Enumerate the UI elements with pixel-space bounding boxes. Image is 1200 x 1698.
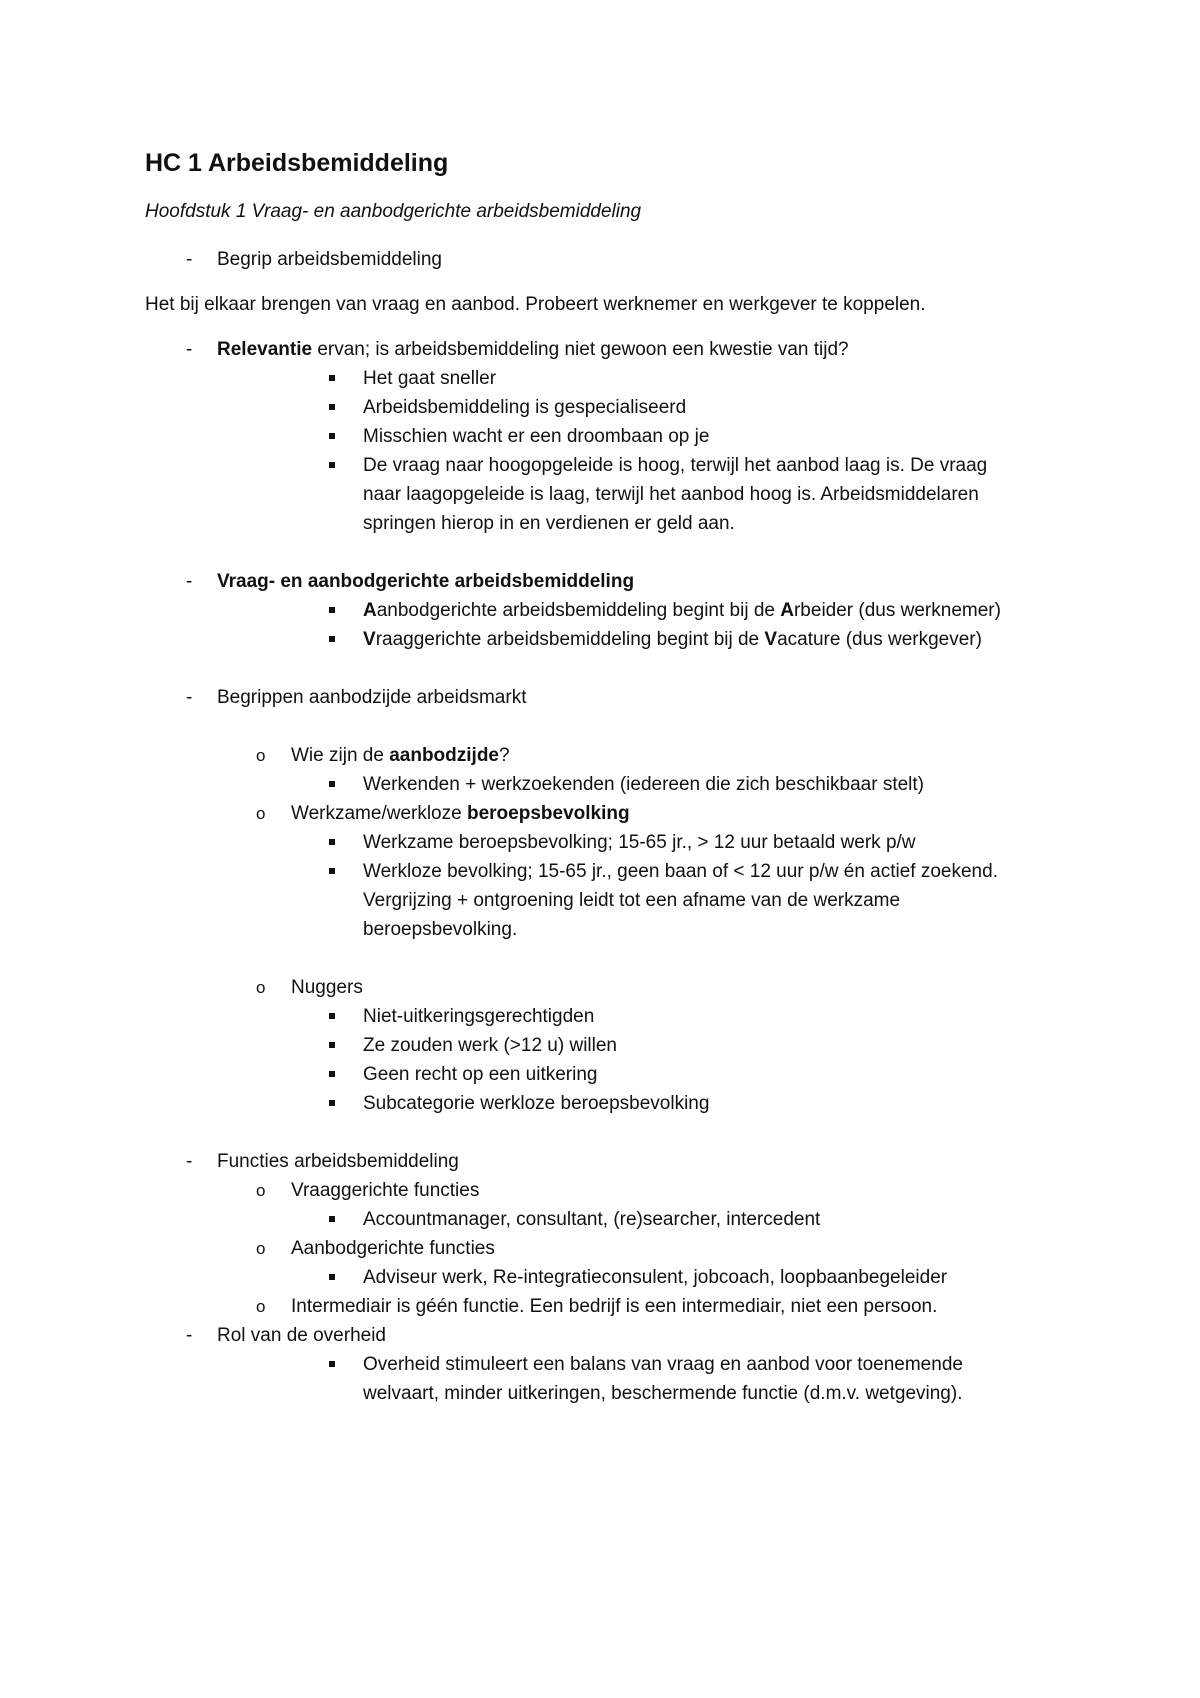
dash-bullet: -	[186, 339, 193, 360]
list-item: Accountmanager, consultant, (re)searcher, intercedent	[363, 1209, 821, 1230]
dash-bullet: -	[186, 249, 193, 270]
dash-bullet: -	[186, 571, 193, 592]
section-heading-vraag-aanbod: Vraag- en aanbodgerichte arbeidsbemiddeling	[217, 571, 635, 592]
sub-heading: Vraaggerichte functies	[291, 1180, 480, 1201]
dash-bullet: -	[186, 687, 193, 708]
list-item-line: De vraag naar hoogopgeleide is hoog, terwijl het aanbod laag is. De vraag	[363, 455, 988, 476]
heading-rest: ervan; is arbeidsbemiddeling niet gewoon een kwestie van tijd?	[312, 339, 849, 360]
section-heading-begrip: Begrip arbeidsbemiddeling	[217, 249, 442, 270]
square-bullet-icon	[329, 404, 335, 410]
list-item: Ze zouden werk (>12 u) willen	[363, 1035, 617, 1056]
square-bullet-icon	[329, 781, 335, 787]
circle-bullet-icon: o	[256, 978, 266, 997]
square-bullet-icon	[329, 433, 335, 439]
definition-paragraph: Het bij elkaar brengen van vraag en aanbod. Probeert werknemer en werkgever te koppelen.	[145, 294, 926, 315]
list-item-line: Vergrijzing + ontgroening leidt tot een afname van de werkzame	[363, 890, 901, 911]
dash-bullet: -	[186, 1325, 193, 1346]
list-item: Niet-uitkeringsgerechtigden	[363, 1006, 595, 1027]
text-part: acature (dus werkgever)	[777, 629, 982, 650]
square-bullet-icon	[329, 1071, 335, 1077]
section-heading-functies: Functies arbeidsbemiddeling	[217, 1151, 459, 1172]
list-item: Het gaat sneller	[363, 368, 497, 389]
section-heading-relevantie	[217, 336, 849, 364]
section-heading-begrippen: Begrippen aanbodzijde arbeidsmarkt	[217, 687, 527, 708]
text-part: ?	[499, 745, 510, 766]
list-item: Subcategorie werkloze beroepsbevolking	[363, 1093, 710, 1114]
circle-bullet-icon: o	[256, 804, 266, 823]
text-part: raaggerichte arbeidsbemiddeling begint bij de	[375, 629, 765, 650]
square-bullet-icon	[329, 1274, 335, 1280]
square-bullet-icon	[329, 636, 335, 642]
list-item: Adviseur werk, Re-integratieconsulent, jobcoach, loopbaanbegeleider	[363, 1267, 948, 1288]
list-item: Geen recht op een uitkering	[363, 1064, 598, 1085]
square-bullet-icon	[329, 607, 335, 613]
sub-heading	[291, 742, 510, 770]
list-item: Werkenden + werkzoekenden (iedereen die zich beschikbaar stelt)	[363, 774, 924, 795]
square-bullet-icon	[329, 1216, 335, 1222]
list-item-line: Overheid stimuleert een balans van vraag en aanbod voor toenemende	[363, 1354, 963, 1375]
circle-bullet-icon: o	[256, 746, 266, 765]
text-part: Wie zijn de	[291, 745, 390, 766]
list-item: Werkzame beroepsbevolking; 15-65 jr., > 12 uur betaald werk p/w	[363, 832, 916, 853]
square-bullet-icon	[329, 1042, 335, 1048]
bold-letter: A	[363, 600, 377, 621]
bold-part: beroepsbevolking	[466, 803, 630, 824]
square-bullet-icon	[329, 1013, 335, 1019]
sub-heading: Aanbodgerichte functies	[291, 1238, 495, 1259]
square-bullet-icon	[329, 1100, 335, 1106]
list-item	[363, 597, 1001, 625]
sub-heading: Nuggers	[291, 977, 363, 998]
list-item-line: naar laagopgeleide is laag, terwijl het aanbod hoog is. Arbeidsmiddelaren	[363, 484, 979, 505]
sub-heading	[291, 800, 630, 828]
circle-bullet-icon: o	[256, 1297, 266, 1316]
square-bullet-icon	[329, 868, 335, 874]
text-part: anbodgerichte arbeidsbemiddeling begint bij de	[376, 600, 781, 621]
list-item: Misschien wacht er een droombaan op je	[363, 426, 710, 447]
list-item	[363, 626, 982, 654]
bold-part: aanbodzijde	[389, 745, 499, 766]
circle-bullet-icon: o	[256, 1239, 266, 1258]
dash-bullet: -	[186, 1151, 193, 1172]
sub-heading: Intermediair is géén functie. Een bedrijf is een intermediair, niet een persoon.	[291, 1296, 938, 1317]
text-part: rbeider (dus werknemer)	[793, 600, 1001, 621]
square-bullet-icon	[329, 839, 335, 845]
bold-letter: V	[764, 629, 778, 650]
bold-letter: V	[363, 629, 376, 650]
list-item-line: Werkloze bevolking; 15-65 jr., geen baan of < 12 uur p/w én actief zoekend.	[363, 861, 998, 882]
square-bullet-icon	[329, 375, 335, 381]
bold-letter: A	[780, 600, 794, 621]
square-bullet-icon	[329, 462, 335, 468]
document-title: HC 1 Arbeidsbemiddeling	[145, 149, 449, 177]
list-item-line: beroepsbevolking.	[363, 919, 518, 940]
circle-bullet-icon: o	[256, 1181, 266, 1200]
square-bullet-icon	[329, 1361, 335, 1367]
chapter-subtitle: Hoofdstuk 1 Vraag- en aanbodgerichte arbeidsbemiddeling	[145, 201, 642, 222]
list-item-line: springen hierop in en verdienen er geld aan.	[363, 513, 735, 534]
heading-bold-part: Relevantie	[217, 339, 313, 360]
list-item: Arbeidsbemiddeling is gespecialiseerd	[363, 397, 687, 418]
text-part: Werkzame/werkloze	[291, 803, 467, 824]
list-item-line: welvaart, minder uitkeringen, beschermende functie (d.m.v. wetgeving).	[363, 1383, 963, 1404]
section-heading-overheid: Rol van de overheid	[217, 1325, 386, 1346]
